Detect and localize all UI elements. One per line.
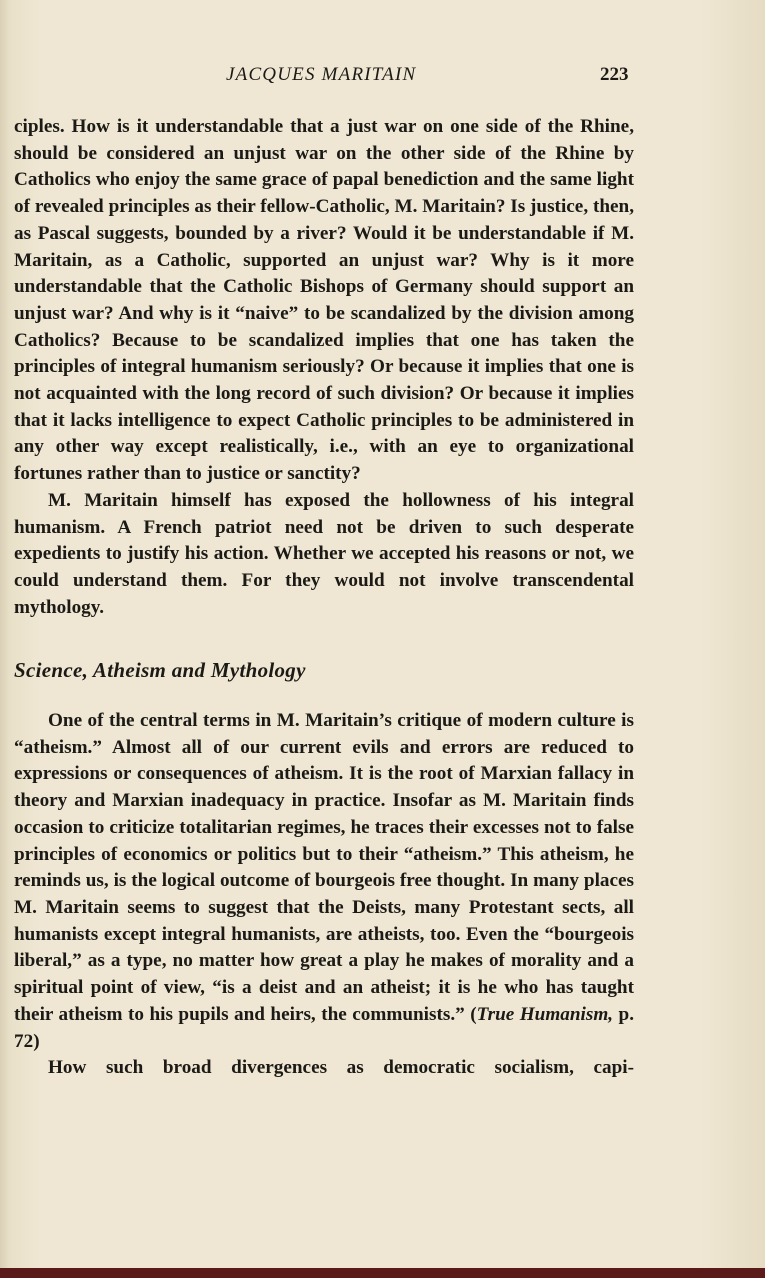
citation-page: p. 72) xyxy=(14,1003,635,1052)
paragraph: ciples. How is it understandable that a just war on one side of the Rhine, should be considered an unjust war on the other side of the Rhine by Catholics who enjoy the same grace of papal benediction and the same light of revealed principles as their fellow-Catholic, M. Maritain? Is justice, then, as Pascal suggests, bounded by a river? Would it be understandable if M. Maritain, as a Catholic, supported an unjust war? Why is it more understandable that the Catholic Bishops of Germany should support an unjust war? And why is it “naive” to be scandalized by the division among Catholics? Because to be scandalized implies that one has taken the principles of integral humanism seriously? Or because it implies that one is not acquainted with the long record of such division? Or because it implies that it lacks intelligence to expect Catholic principles to be administered in any other way except realistically, i.e., with an eye to organizational fortunes rather than to justice or sanctity? xyxy=(14,116,634,485)
page-bottom-edge xyxy=(0,1268,765,1278)
section-heading: Science, Atheism and Mythology xyxy=(14,658,306,683)
running-title: JACQUES MARITAIN xyxy=(226,64,417,85)
page-header xyxy=(0,64,765,94)
citation-title: True Humanism, xyxy=(476,1003,614,1025)
paragraph xyxy=(14,708,634,1055)
paragraph: How such broad divergences as democratic socialism, capi- xyxy=(48,1057,634,1079)
body-text xyxy=(14,114,634,1082)
paragraph-text: One of the central terms in M. Maritain’s critique of modern culture is “atheism.” Almost all of our current evils and errors are reduced to expressions or consequences of atheism. It is the root of Marxian fallacy in theory and Marxian inadequacy in practice. Insofar as M. Maritain finds occasion to criticize totalitarian regimes, he traces their excesses not to false principles of economics or politics but to their “atheism.” This atheism, he reminds us, is the logical outcome of bourgeois free thought. In many places M. Maritain seems to suggest that the Deists, many Protestant sects, all humanists except integral humanists, are atheists, too. Even the “bourgeois liberal,” as a type, no matter how great a play he makes of morality and a spiritual point of view, “is a deist and an atheist; it is he who has taught their atheism to his pupils and heirs, the communists.” ( xyxy=(14,710,634,1025)
paragraph: M. Maritain himself has exposed the hollowness of his integral humanism. A French patriot need not be driven to such desperate expedients to justify his action. Whether we accepted his reasons or not, we could understand them. For they would not involve transcendental mythology. xyxy=(14,489,634,618)
page-number: 223 xyxy=(600,64,629,85)
